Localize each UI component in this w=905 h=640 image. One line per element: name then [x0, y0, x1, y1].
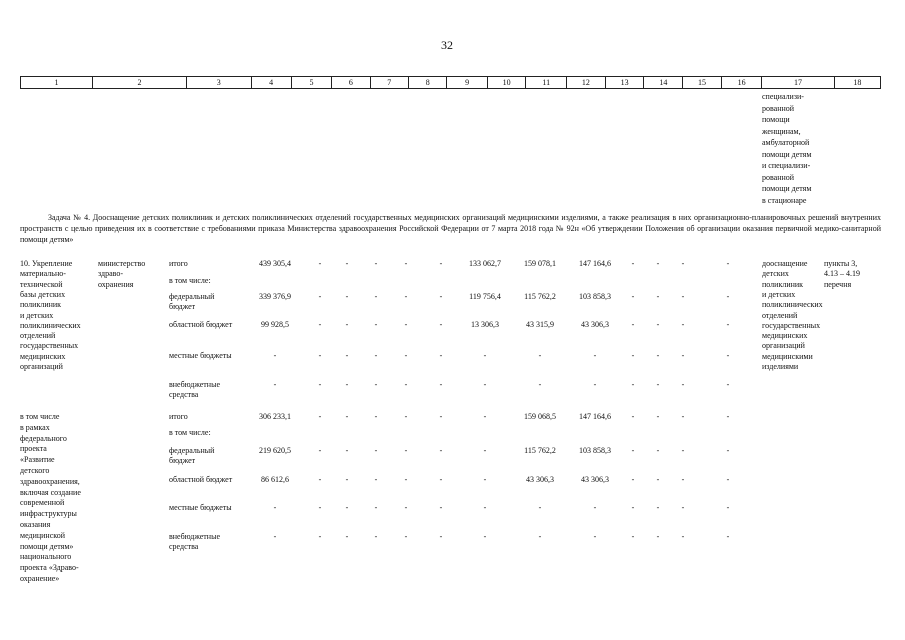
value-c11: 159 078,1 — [524, 259, 556, 268]
value-c11: 43 306,3 — [526, 475, 554, 484]
subproject-name-line: включая создание — [20, 487, 81, 497]
subproject-name-line: оказания — [20, 520, 51, 529]
value-c10: - — [483, 380, 487, 389]
value-c7: - — [374, 292, 378, 301]
column-header-15: 15 — [683, 77, 722, 89]
subproject-name-line: национального — [20, 552, 72, 562]
value-c14: - — [656, 259, 660, 268]
value-c16: - — [726, 446, 730, 455]
value-c8: - — [404, 351, 408, 360]
value-c10: - — [483, 351, 487, 360]
subproject-name-line: медицинской — [20, 530, 66, 540]
result-line: отделений — [762, 310, 798, 320]
column-header-18: 18 — [834, 77, 880, 89]
value-c5: - — [318, 320, 322, 329]
value-c6: - — [345, 503, 349, 512]
reference-line: 4.13 – 4.19 — [824, 269, 860, 279]
value-c12: 103 858,3 — [579, 446, 611, 455]
column-header-10: 10 — [487, 77, 526, 89]
value-c5: - — [318, 292, 322, 301]
value-c5: - — [318, 503, 322, 512]
value-c7: - — [374, 380, 378, 389]
funding-source-label: итого — [169, 259, 188, 268]
event-name-line: 10. Укрепление — [20, 259, 73, 268]
value-c8: - — [404, 475, 408, 484]
subproject-name-line: в рамках — [20, 422, 50, 432]
event-name-line: и детских — [20, 310, 54, 320]
event-name-line: медицинских — [20, 351, 66, 361]
value-c6: - — [345, 351, 349, 360]
value-c13: - — [631, 532, 635, 541]
value-c14: - — [656, 532, 660, 541]
value-total: - — [273, 351, 277, 360]
value-c16: - — [726, 503, 730, 512]
value-c9: - — [439, 446, 443, 455]
executor-line: здраво- — [98, 269, 124, 279]
value-c14: - — [656, 320, 660, 329]
value-c15: - — [681, 475, 685, 484]
value-c7: - — [374, 259, 378, 268]
value-c13: - — [631, 320, 635, 329]
value-c14: - — [656, 446, 660, 455]
value-c8: - — [404, 446, 408, 455]
executor-line: охранения — [98, 279, 134, 289]
value-c12: 147 164,6 — [579, 259, 611, 268]
value-c12: 103 858,3 — [579, 292, 611, 301]
event-name-line: государственных — [20, 341, 79, 351]
column-header-14: 14 — [644, 77, 683, 89]
result-line: и детских — [762, 289, 796, 299]
value-c6: - — [345, 320, 349, 329]
value-c6: - — [345, 475, 349, 484]
value-c15: - — [681, 351, 685, 360]
value-total: 439 305,4 — [259, 259, 291, 268]
subproject-name-line: детского — [20, 466, 50, 475]
value-c15: - — [681, 292, 685, 301]
value-c8: - — [404, 380, 408, 389]
funding-source-label: местные бюджеты — [169, 351, 232, 360]
value-c9: - — [439, 380, 443, 389]
value-c8: - — [404, 532, 408, 541]
value-c7: - — [374, 503, 378, 512]
value-c13: - — [631, 446, 635, 455]
value-c8: - — [404, 503, 408, 512]
value-c16: - — [726, 351, 730, 360]
value-c8: - — [404, 412, 408, 421]
value-c7: - — [374, 532, 378, 541]
value-total: 99 928,5 — [261, 320, 289, 329]
value-c16: - — [726, 259, 730, 268]
value-c5: - — [318, 532, 322, 541]
value-c6: - — [345, 446, 349, 455]
value-c16: - — [726, 292, 730, 301]
value-c9: - — [439, 475, 443, 484]
value-total: - — [273, 503, 277, 512]
event-name-line: материально- — [20, 269, 66, 279]
value-c9: - — [439, 351, 443, 360]
value-c11: - — [538, 351, 542, 360]
value-c9: - — [439, 503, 443, 512]
result-line: государственных — [762, 320, 821, 330]
event-name-line: базы детских — [20, 289, 66, 299]
value-c7: - — [374, 351, 378, 360]
subproject-name-line: здравоохранения, — [20, 476, 80, 486]
event-name-line: технической — [20, 279, 63, 289]
value-c9: - — [439, 320, 443, 329]
value-c14: - — [656, 475, 660, 484]
value-c12: 43 306,3 — [581, 475, 609, 484]
value-total: 339 376,9 — [259, 292, 291, 301]
column-header-11: 11 — [526, 77, 567, 89]
event-name-line: отделений — [20, 331, 56, 341]
column-header-table — [20, 76, 881, 89]
value-c15: - — [681, 503, 685, 512]
value-c14: - — [656, 412, 660, 421]
column-header-12: 12 — [567, 77, 606, 89]
subproject-name-line: в том числе — [20, 412, 60, 421]
value-c14: - — [656, 503, 660, 512]
value-c12: - — [593, 532, 597, 541]
column-header-row — [21, 77, 881, 89]
value-c13: - — [631, 351, 635, 360]
subproject-name-line: проекта «Здраво- — [20, 563, 79, 573]
value-c12: 43 306,3 — [581, 320, 609, 329]
value-c6: - — [345, 259, 349, 268]
value-c11: 43 315,9 — [526, 320, 554, 329]
value-c15: - — [681, 380, 685, 389]
value-c13: - — [631, 380, 635, 389]
value-c11: - — [538, 503, 542, 512]
value-total: 306 233,1 — [259, 412, 291, 421]
result-line: дооснащение — [762, 259, 808, 268]
funding-source-label: итого — [169, 412, 188, 421]
value-c15: - — [681, 412, 685, 421]
value-c13: - — [631, 475, 635, 484]
subproject-name-line: федерального — [20, 433, 67, 443]
funding-source-label: внебюджетные средства — [169, 532, 220, 551]
value-c10: 133 062,7 — [469, 259, 501, 268]
value-c10: - — [483, 475, 487, 484]
value-c16: - — [726, 532, 730, 541]
column-header-8: 8 — [409, 77, 447, 89]
col17-line: и специализи- — [762, 161, 811, 170]
funding-source-label: в том числе: — [169, 428, 211, 437]
column-header-3: 3 — [187, 77, 251, 89]
col17-line: помощи — [762, 115, 790, 124]
value-c9: - — [439, 292, 443, 301]
col17-line: помощи детям — [762, 149, 812, 159]
value-c12: 147 164,6 — [579, 412, 611, 421]
value-c8: - — [404, 259, 408, 268]
value-c15: - — [681, 446, 685, 455]
value-c11: 115 762,2 — [524, 446, 556, 455]
value-c14: - — [656, 351, 660, 360]
funding-source-label: федеральный бюджет — [169, 292, 215, 311]
funding-source-label: областной бюджет — [169, 475, 233, 484]
column-header-17: 17 — [762, 77, 834, 89]
reference-line: перечня — [824, 279, 852, 289]
value-c10: - — [483, 503, 487, 512]
event-name-line: поликлинических — [20, 320, 81, 330]
funding-source-label: в том числе: — [169, 276, 211, 285]
value-c16: - — [726, 475, 730, 484]
value-c10: - — [483, 412, 487, 421]
funding-source-label: внебюджетные средства — [169, 380, 220, 399]
column-header-4: 4 — [251, 77, 291, 89]
value-c9: - — [439, 259, 443, 268]
subproject-name-line: помощи детям» — [20, 541, 74, 551]
value-c8: - — [404, 292, 408, 301]
value-c15: - — [681, 532, 685, 541]
value-c14: - — [656, 380, 660, 389]
value-c10: - — [483, 532, 487, 541]
column-header-6: 6 — [332, 77, 370, 89]
column-header-7: 7 — [370, 77, 408, 89]
value-c13: - — [631, 503, 635, 512]
value-c7: - — [374, 446, 378, 455]
column-header-13: 13 — [605, 77, 644, 89]
subproject-name-line: охранение» — [20, 574, 60, 583]
col17-line: амбулаторной — [762, 138, 810, 147]
value-c10: 119 756,4 — [469, 292, 501, 301]
value-c12: - — [593, 503, 597, 512]
column-header-16: 16 — [721, 77, 762, 89]
col17-line: помощи детям — [762, 184, 812, 193]
col17-line: в стационаре — [762, 195, 807, 205]
column-header-2: 2 — [92, 77, 186, 89]
value-c12: - — [593, 351, 597, 360]
col17-line: рованной — [762, 103, 795, 113]
result-line: поликлинических — [762, 300, 823, 310]
result-line: поликлиник — [762, 279, 804, 289]
column-header-1: 1 — [21, 77, 93, 89]
funding-source-label: федеральный бюджет — [169, 446, 215, 465]
value-c6: - — [345, 380, 349, 389]
column-header-5: 5 — [291, 77, 331, 89]
col17-line: женщинам, — [762, 126, 801, 136]
value-c16: - — [726, 380, 730, 389]
value-c14: - — [656, 292, 660, 301]
task-paragraph: Задача № 4. Дооснащение детских поликлиник и детских поликлинических отделений государственных медицинских организаций медицинскими изделиями, а также реализация в них организационно-планировочных решений внутренних пространств с целью приведения их в соответствие с требованиями приказа Министерства здравоохранения Российской Федерации от 7 марта 2018 года № 92н «Об утверждении Положения об организации оказания первичной медико-санитарной помощи детям» — [20, 213, 881, 244]
value-c9: - — [439, 412, 443, 421]
result-line: детских — [762, 269, 789, 279]
value-total: - — [273, 380, 277, 389]
event-name-line: поликлиник — [20, 300, 62, 310]
value-c15: - — [681, 259, 685, 268]
subproject-name-line: современной — [20, 498, 65, 508]
column-header-9: 9 — [447, 77, 487, 89]
funding-source-label: местные бюджеты — [169, 503, 232, 512]
col17-line: специализи- — [762, 92, 804, 101]
value-total: 86 612,6 — [261, 475, 289, 484]
value-total: - — [273, 532, 277, 541]
value-c11: - — [538, 532, 542, 541]
value-c6: - — [345, 292, 349, 301]
value-c10: 13 306,3 — [471, 320, 499, 329]
value-c5: - — [318, 446, 322, 455]
value-c6: - — [345, 532, 349, 541]
page-number: 32 — [441, 38, 453, 52]
subproject-name-line: инфраструктуры — [20, 509, 77, 519]
value-c10: - — [483, 446, 487, 455]
value-total: 219 620,5 — [259, 446, 291, 455]
result-line: изделиями — [762, 362, 799, 371]
result-line: организаций — [762, 341, 805, 351]
value-c6: - — [345, 412, 349, 421]
value-c13: - — [631, 412, 635, 421]
value-c16: - — [726, 412, 730, 421]
executor-line: министерство — [98, 259, 146, 268]
result-line: медицинскими — [762, 351, 813, 361]
col17-line: рованной — [762, 172, 795, 182]
value-c8: - — [404, 320, 408, 329]
value-c7: - — [374, 320, 378, 329]
funding-source-label: областной бюджет — [169, 320, 233, 329]
value-c11: - — [538, 380, 542, 389]
event-name-line: организаций — [20, 362, 63, 371]
value-c5: - — [318, 351, 322, 360]
value-c16: - — [726, 320, 730, 329]
subproject-name-line: «Развитие — [20, 455, 55, 465]
value-c7: - — [374, 412, 378, 421]
value-c5: - — [318, 475, 322, 484]
subproject-name-line: проекта — [20, 444, 47, 454]
value-c15: - — [681, 320, 685, 329]
value-c7: - — [374, 475, 378, 484]
value-c5: - — [318, 259, 322, 268]
value-c9: - — [439, 532, 443, 541]
value-c11: 159 068,5 — [524, 412, 556, 421]
value-c11: 115 762,2 — [524, 292, 556, 301]
value-c5: - — [318, 412, 322, 421]
reference-line: пункты 3, — [824, 259, 858, 268]
result-line: медицинских — [762, 331, 808, 341]
value-c12: - — [593, 380, 597, 389]
value-c13: - — [631, 259, 635, 268]
value-c13: - — [631, 292, 635, 301]
value-c5: - — [318, 380, 322, 389]
